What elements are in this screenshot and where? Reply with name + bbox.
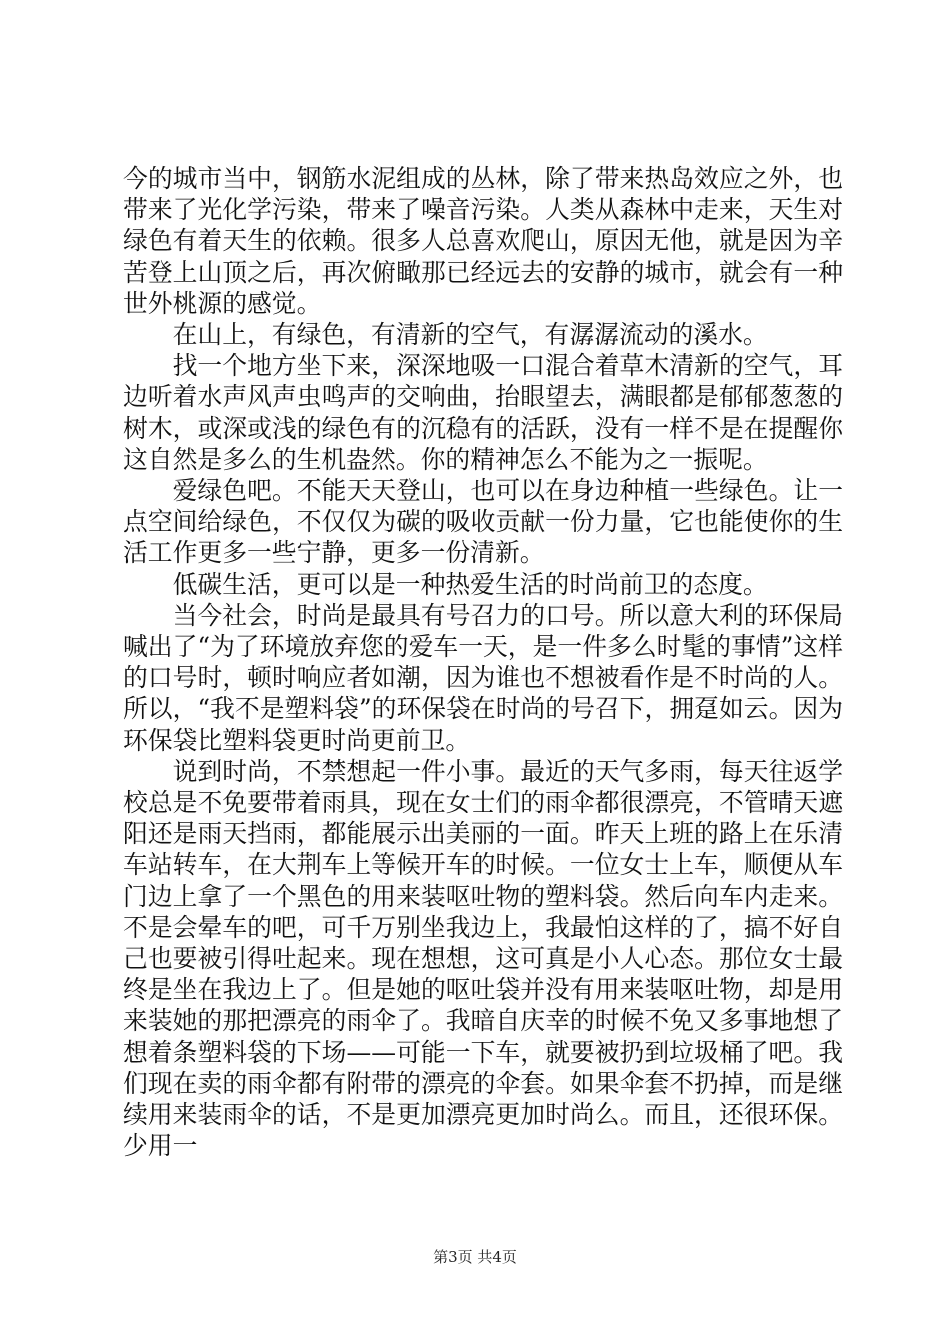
paragraph-3: 找一个地方坐下来，深深地吸一口混合着草木清新的空气，耳边听着水声风声虫鸣声的交响曲，抬眼望去，满眼都是郁郁葱葱的树木，或深或浅的绿色有的沉稳有的活跃，没有一样不是在提醒你这自然是多么的生机盎然。你的精神怎么不能为之一振呢。 bbox=[123, 351, 843, 474]
paragraph-5: 低碳生活，更可以是一种热爱生活的时尚前卫的态度。 bbox=[172, 569, 768, 599]
paragraph-7: 说到时尚，不禁想起一件小事。最近的天气多雨，每天往返学校总是不免要带着雨具，现在女士们的雨伞都很漂亮，不管晴天遮阳还是雨天挡雨，都能展示出美丽的一面。昨天上班的路上在乐清车站转车，在大荆车上等候开车的时候。一位女士上车，顺便从车门边上拿了一个黑色的用来装呕吐物的塑料袋。然后向车内走来。不是会晕车的吧，可千万别坐我边上，我最怕这样的了，搞不好自己也要被引得吐起来。现在想想，这可真是小人心态。那位女士最终是坐在我边上了。但是她的呕吐袋并没有用来装呕吐物，却是用来装她的那把漂亮的雨伞了。我暗自庆幸的时候不免又多事地想了想着条塑料袋的下场——可能一下车，就要被扔到垃圾桶了吧。我们现在卖的雨伞都有附带的漂亮的伞套。如果伞套不扔掉，而是继续用来装雨伞的话，不是更加漂亮更加时尚么。而且，还很环保。少用一 bbox=[123, 756, 843, 1161]
page-number-footer: 第3页 共4页 bbox=[433, 1248, 517, 1266]
body-text bbox=[123, 163, 843, 1162]
paragraph-2: 在山上，有绿色，有清新的空气，有潺潺流动的溪水。 bbox=[172, 320, 768, 350]
paragraph-1: 今的城市当中，钢筋水泥组成的丛林，除了带来热岛效应之外，也带来了光化学污染，带来了噪音污染。人类从森林中走来，天生对绿色有着天生的依赖。很多人总喜欢爬山，原因无他，就是因为辛苦登上山顶之后，再次俯瞰那已经远去的安静的城市，就会有一种世外桃源的感觉。 bbox=[123, 164, 843, 318]
paragraph-6: 当今社会，时尚是最具有号召力的口号。所以意大利的环保局喊出了“为了环境放弃您的爱车一天，是一件多么时髦的事情”这样的口号时，顿时响应者如潮，因为谁也不想被看作是不时尚的人。所以，“我不是塑料袋”的环保袋在时尚的号召下，拥趸如云。因为环保袋比塑料袋更时尚更前卫。 bbox=[123, 600, 843, 755]
paragraph-4: 爱绿色吧。不能天天登山，也可以在身边种植一些绿色。让一点空间给绿色，不仅仅为碳的吸收贡献一份力量，它也能使你的生活工作更多一些宁静，更多一份清新。 bbox=[123, 476, 843, 568]
